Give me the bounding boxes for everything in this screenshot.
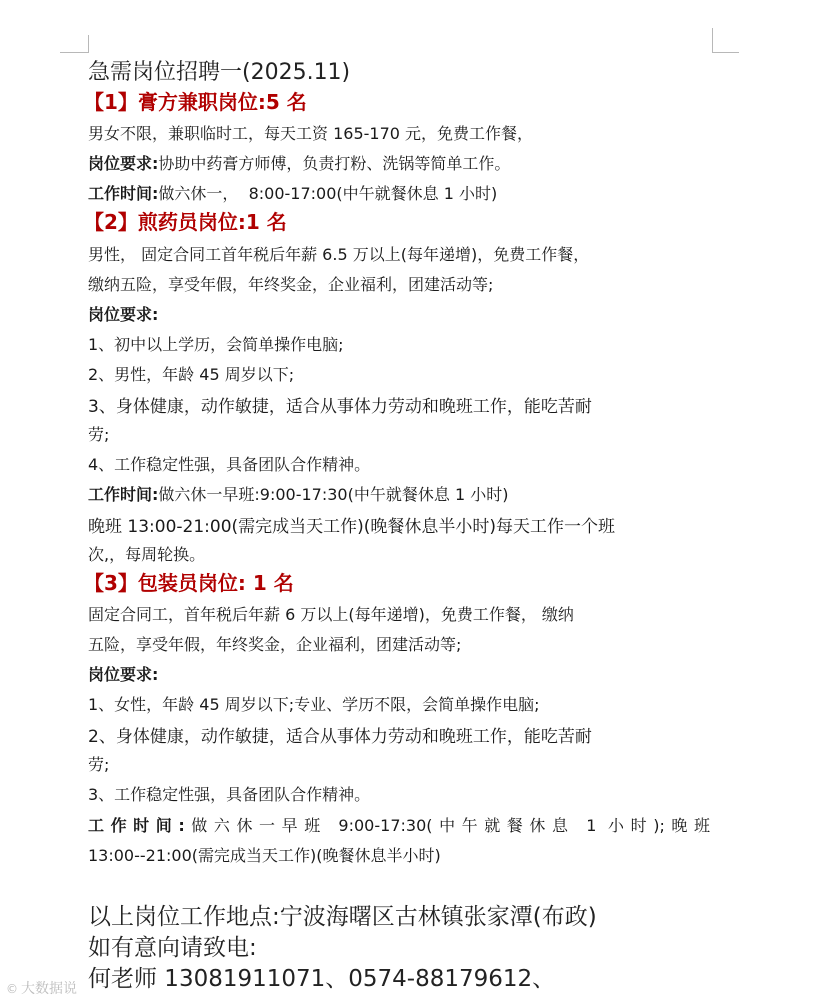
hours-text: 做六休一早班:9:00-17:30(中午就餐休息 1 小时) bbox=[158, 485, 509, 504]
page-corner-mark-top-left bbox=[60, 35, 89, 53]
section-3-req-item: 2、身体健康，动作敏捷，适合从事体力劳动和晚班工作，能吃苦耐 bbox=[88, 727, 592, 747]
section-2-req-item: 2、男性，年龄 45 周岁以下; bbox=[88, 365, 295, 384]
section-1-desc: 男女不限，兼职临时工，每天工资 165-170 元，免费工作餐， bbox=[88, 124, 534, 143]
hours-label: 工作时间: bbox=[88, 485, 159, 504]
page-corner-mark-top-right bbox=[712, 28, 739, 53]
section-2-req-item: 3、身体健康，动作敏捷，适合从事体力劳动和晚班工作，能吃苦耐 bbox=[88, 397, 592, 417]
section-2-req-item: 4、工作稳定性强，具备团队合作精神。 bbox=[88, 455, 371, 474]
section-1-hours bbox=[88, 181, 497, 204]
section-3-req-item: 3、工作稳定性强，具备团队合作精神。 bbox=[88, 785, 371, 804]
section-3-req-item: 1、女性，年龄 45 周岁以下;专业、学历不限，会简单操作电脑; bbox=[88, 695, 540, 714]
section-2-req-item: 1、初中以上学历，会简单操作电脑; bbox=[88, 335, 344, 354]
section-3-heading: 【3】包装员岗位: 1 名 bbox=[84, 571, 294, 595]
document-title: 急需岗位招聘一(2025.11) bbox=[88, 60, 351, 85]
section-2-heading: 【2】煎药员岗位:1 名 bbox=[84, 210, 287, 234]
watermark bbox=[6, 978, 77, 998]
requirements-text: 协助中药膏方师傅，负责打粉、洗锅等简单工作。 bbox=[158, 154, 511, 173]
section-3-req-item: 劳; bbox=[88, 755, 110, 774]
section-3-desc-line-2: 五险，享受年假，年终奖金，企业福利，团建活动等; bbox=[88, 635, 462, 654]
section-3-requirements-label: 岗位要求: bbox=[88, 665, 159, 684]
section-3-hours bbox=[88, 813, 710, 836]
hours-label: 工作时间: bbox=[88, 816, 185, 835]
watermark-text: 大数据说 bbox=[21, 981, 77, 997]
section-2-desc-line-2: 缴纳五险，享受年假，年终奖金，企业福利，团建活动等; bbox=[88, 275, 494, 294]
hours-text: 做六休一早班 9:00-17:30(中午就餐休息 1 小时);晚班 bbox=[184, 816, 710, 835]
section-1-heading: 【1】膏方兼职岗位:5 名 bbox=[84, 90, 307, 114]
section-3-hours-extra: 13:00--21:00(需完成当天工作)(晚餐休息半小时) bbox=[88, 846, 441, 865]
section-2-requirements-label: 岗位要求: bbox=[88, 305, 159, 324]
requirements-label: 岗位要求: bbox=[88, 154, 159, 173]
section-3-desc-line-1: 固定合同工，首年税后年薪 6 万以上(每年递增)，免费工作餐， 缴纳 bbox=[88, 605, 574, 624]
section-1-requirements bbox=[88, 151, 510, 174]
section-2-hours-extra: 次,，每周轮换。 bbox=[88, 545, 206, 564]
section-2-hours bbox=[88, 482, 508, 505]
contact-phones: 何老师 13081911071、0574-88179612、 bbox=[88, 966, 556, 992]
contact-intro: 如有意向请致电: bbox=[88, 935, 257, 961]
section-2-desc-line-1: 男性， 固定合同工首年税后年薪 6.5 万以上(每年递增)，免费工作餐， bbox=[88, 245, 590, 264]
work-location: 以上岗位工作地点:宁波海曙区古林镇张家潭(布政) bbox=[88, 904, 597, 930]
hours-text: 做六休一， 8:00-17:00(中午就餐休息 1 小时) bbox=[158, 184, 498, 203]
section-2-req-item: 劳; bbox=[88, 425, 110, 444]
section-2-hours-extra: 晚班 13:00-21:00(需完成当天工作)(晚餐休息半小时)每天工作一个班 bbox=[88, 517, 616, 537]
watermark-logo-icon: © bbox=[6, 982, 18, 996]
hours-label: 工作时间: bbox=[88, 184, 159, 203]
